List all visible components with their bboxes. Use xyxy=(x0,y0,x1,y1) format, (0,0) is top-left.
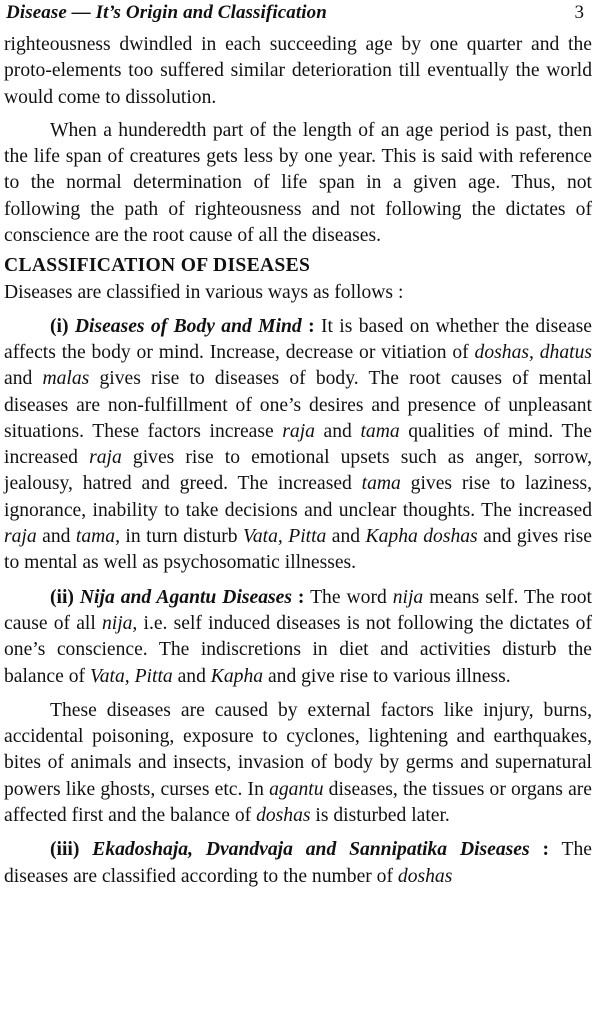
item2-number: (ii) xyxy=(50,586,74,608)
item1-text-7: gives rise to laziness, ignorance, inability to take decisions and unclear thoughts. The increased xyxy=(4,473,592,521)
item2-colon: : xyxy=(291,586,305,608)
paragraph-agantu xyxy=(4,698,592,829)
item1-text-6: gives rise to emotional upsets such as anger, sorrow, jealousy, hatred and greed. The increased xyxy=(4,447,593,495)
section-heading: CLASSIFICATION OF DISEASES xyxy=(4,255,311,277)
item1-number: (i) xyxy=(50,315,69,337)
item3-number: (iii) xyxy=(50,839,80,861)
item2-term-nija-2: nija, xyxy=(101,612,138,634)
item2b-text-1: These diseases are caused by external factors like injury, burns, accidental poisoning, exposure to cyclones, lightening and earthquakes, bites of animals and insects, invasion of body by germs and supernatural powers like ghosts, curses etc. In xyxy=(4,699,592,800)
item3-title: Ekadoshaja, Dvandvaja and Sannipatika Diseases xyxy=(92,839,530,861)
item1-term-raja-3: raja xyxy=(4,526,37,548)
section-intro-text: Diseases are classified in various ways as follows : xyxy=(4,282,404,304)
running-head: Disease — It’s Origin and Classification xyxy=(6,2,327,23)
item1-text-4: and xyxy=(314,420,361,442)
item1-term-kapha-doshas: Kapha doshas xyxy=(365,526,478,548)
item1-text-8: and xyxy=(36,526,76,548)
item1-term-doshas: doshas, dhatus xyxy=(474,341,592,363)
item2-term-nija-1: nija xyxy=(392,586,424,608)
item1-term-vata-pitta: Vata, Pitta xyxy=(243,526,327,548)
item2-term-kapha: Kapha xyxy=(210,665,264,687)
item1-text-9: in turn disturb xyxy=(119,526,244,548)
item3-term-doshas: doshas xyxy=(397,865,453,887)
item1-term-tama-3: tama, xyxy=(75,526,120,548)
section-intro xyxy=(4,280,592,306)
item1-term-raja-1: raja xyxy=(282,420,315,442)
item1-term-tama-1: tama xyxy=(360,420,400,442)
item-body-and-mind xyxy=(4,314,592,577)
item2-text-1: The word xyxy=(304,586,393,608)
item2-term-vata-pitta: Vata, Pitta xyxy=(89,665,173,687)
item2b-term-doshas: doshas xyxy=(256,805,311,827)
item1-colon: : xyxy=(301,315,315,337)
item1-term-raja-2: raja xyxy=(89,447,122,469)
item2b-text-3: is disturbed later. xyxy=(310,805,450,827)
page-number: 3 xyxy=(574,2,584,23)
item1-term-tama-2: tama xyxy=(361,473,401,495)
item2-text-2: means self. The root cause of all xyxy=(4,586,593,634)
item3-text-1: The diseases are classified according to the number of xyxy=(4,839,592,887)
item2b-term-agantu: agantu xyxy=(269,778,324,800)
item1-text-3: gives rise to diseases of body. The root causes of mental diseases are non-fulfillment of one’s desires and presence of unpleasant situations. These factors increase xyxy=(4,368,592,442)
item3-colon: : xyxy=(529,839,550,861)
item2-title: Nija and Agantu Diseases xyxy=(79,586,292,608)
item1-text-10: and xyxy=(326,526,366,548)
item1-text-11: and gives rise to mental as well as psychosomatic illnesses. xyxy=(4,526,592,574)
item1-text-5: qualities of mind. The increased xyxy=(4,420,592,469)
page-header xyxy=(4,0,592,32)
item1-text-2: and xyxy=(4,368,43,390)
paragraph-continuation xyxy=(4,32,592,111)
paragraph-life-span xyxy=(4,118,592,249)
item1-title: Diseases of Body and Mind xyxy=(74,315,302,337)
para1-text: righteousness dwindled in each succeeding age by one quarter and the proto-elements too suffered similar deterioration till eventually the world would come to dissolution. xyxy=(4,34,592,108)
item1-term-malas: malas xyxy=(42,368,90,390)
item2-text-5: and give rise to various illness. xyxy=(263,665,511,687)
item2-text-3: i.e. self induced diseases is not following the dictates of one’s conscience. The indiscretions in diet and activities disturb the balance of xyxy=(4,612,592,687)
para2-text: When a hunderedth part of the length of an age period is past, then the life span of creatures gets less by one year. This is said with reference to the normal determination of life span in a given age. Thus, not following the path of righteousness and not following the dictates of conscience are the root cause of all the diseases. xyxy=(4,119,592,247)
item2b-text-2: diseases, the tissues or organs are affected first and the balance of xyxy=(4,778,592,827)
item2-text-4: and xyxy=(172,665,211,687)
item-dosha-count xyxy=(4,837,592,890)
item1-text-1: It is based on whether the disease affects the body or mind. Increase, decrease or vitiation of xyxy=(4,315,592,363)
item-nija-agantu xyxy=(4,585,592,690)
